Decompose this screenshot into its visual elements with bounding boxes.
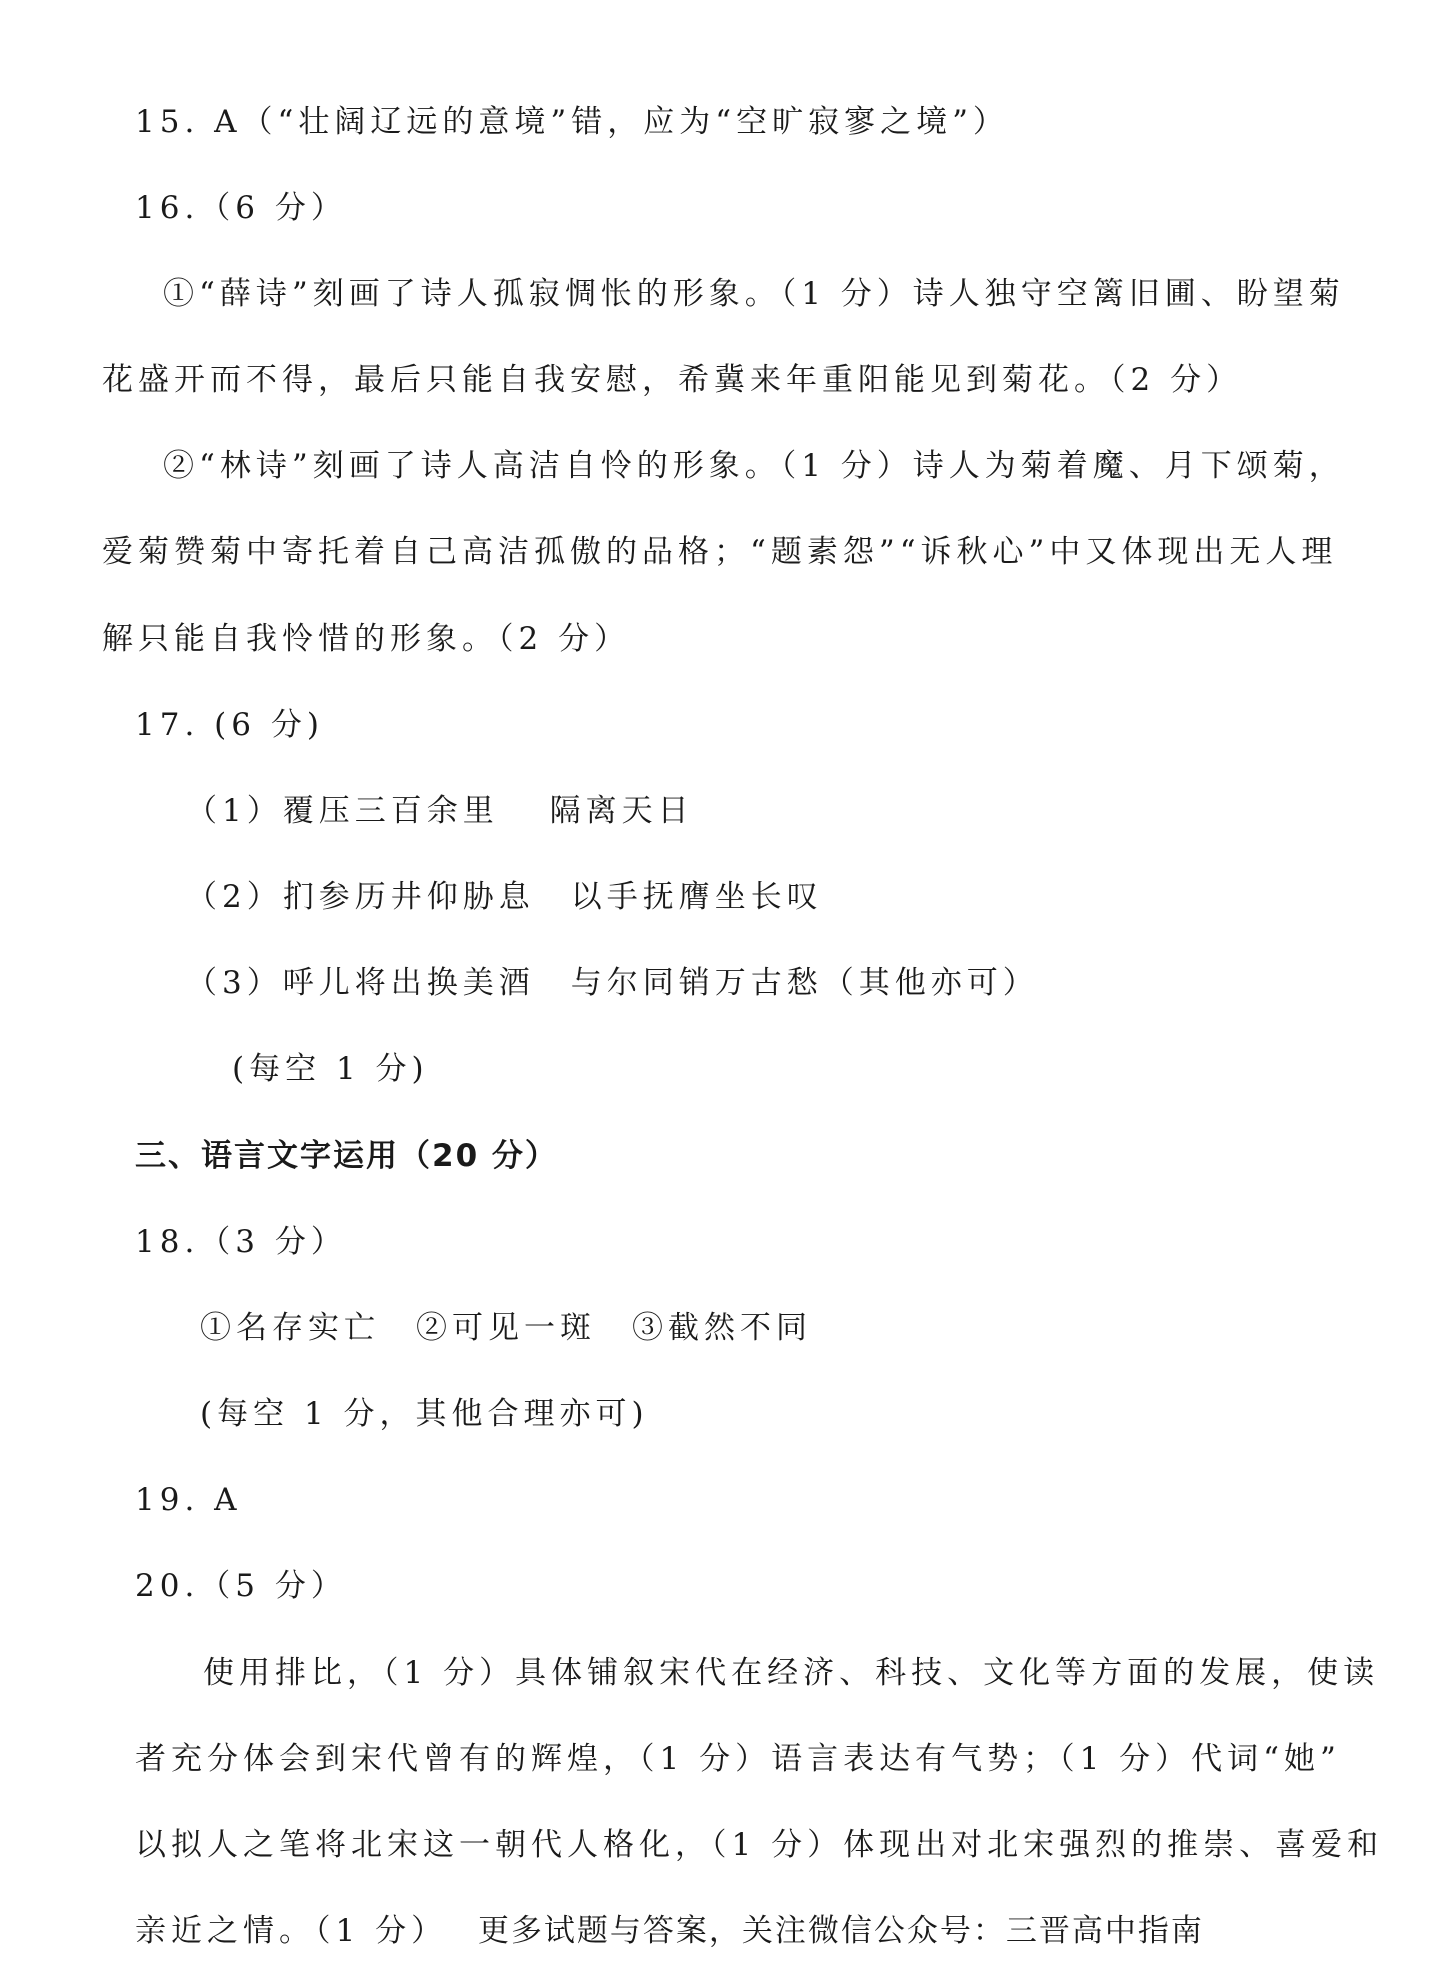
q20-title: 20.（5 分） (135, 1568, 347, 1604)
promo-note: 更多试题与答案，关注微信公众号：三晋高中指南 (477, 1913, 1204, 1949)
q16-point1-line1: ①“薛诗”刻画了诗人孤寂惆怅的形象。（1 分）诗人独守空篱旧圃、盼望菊 (163, 276, 1345, 312)
q16-title: 16.（6 分） (135, 190, 347, 226)
q17-title: 17. (6 分) (135, 707, 324, 743)
q17-answer-3: （3）呼儿将出换美酒 与尔同销万古愁（其他亦可） (186, 965, 1039, 1001)
q16-point2-line1: ②“林诗”刻画了诗人高洁自怜的形象。（1 分）诗人为菊着魔、月下颂菊， (163, 448, 1345, 484)
q19-answer: 19. A (135, 1482, 242, 1518)
q16-point2-line3: 解只能自我怜惜的形象。（2 分） (102, 621, 631, 657)
q17-answer-2: （2）扪参历井仰胁息 以手抚膺坐长叹 (186, 879, 823, 915)
q15-answer: 15. A（“壮阔辽远的意境”错，应为“空旷寂寥之境”） (135, 104, 1009, 140)
q17-answer-1: （1）覆压三百余里 隔离天日 (186, 793, 694, 829)
q16-point2-line2: 爱菊赞菊中寄托着自己高洁孤傲的品格；“题素怨”“诉秋心”中又体现出无人理 (102, 534, 1338, 570)
q18-scoring-note: (每空 1 分，其他合理亦可) (200, 1396, 649, 1432)
q17-scoring-note: (每空 1 分) (232, 1051, 429, 1087)
q20-line2: 者充分体会到宋代曾有的辉煌，（1 分）语言表达有气势；（1 分）代词“她” (135, 1741, 1341, 1777)
q16-point1-line2: 花盛开而不得，最后只能自我安慰，希冀来年重阳能见到菊花。（2 分） (102, 362, 1243, 398)
q20-line4 (135, 1911, 1204, 1951)
section-3-heading: 三、语言文字运用（20 分） (135, 1138, 558, 1174)
q20-line4-text: 亲近之情。（1 分） (135, 1913, 448, 1949)
q18-answers: ①名存实亡 ②可见一斑 ③截然不同 (200, 1310, 812, 1346)
q20-line1: 使用排比，（1 分）具体铺叙宋代在经济、科技、文化等方面的发展，使读 (203, 1655, 1380, 1691)
q20-line3: 以拟人之笔将北宋这一朝代人格化，（1 分）体现出对北宋强烈的推崇、喜爱和 (135, 1827, 1384, 1863)
q18-title: 18.（3 分） (135, 1224, 347, 1260)
